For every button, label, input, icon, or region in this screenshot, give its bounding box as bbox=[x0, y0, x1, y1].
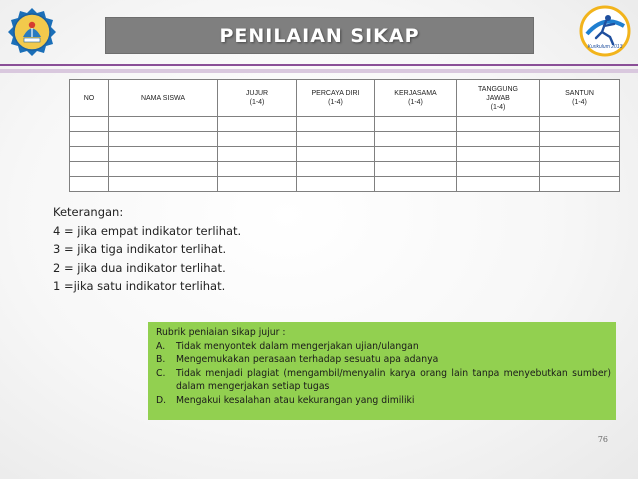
legend-item: 4 = jika empat indikator terlihat. bbox=[53, 223, 242, 238]
table-cell bbox=[109, 117, 218, 132]
legend-item: 1 =jika satu indikator terlihat. bbox=[53, 279, 226, 294]
column-header-no: NO bbox=[70, 80, 109, 117]
rubric-item bbox=[156, 340, 611, 354]
score-legend bbox=[53, 203, 373, 296]
column-header-tanggung-jawab: TANGGUNG JAWAB (1-4) bbox=[457, 80, 540, 117]
table-header-row bbox=[70, 80, 620, 117]
table-cell bbox=[218, 147, 297, 162]
table-cell bbox=[457, 162, 540, 177]
table-cell bbox=[70, 132, 109, 147]
table-cell bbox=[218, 162, 297, 177]
table-cell bbox=[375, 162, 457, 177]
column-header-percaya-diri: PERCAYA DIRI (1-4) bbox=[297, 80, 375, 117]
table-cell bbox=[540, 132, 620, 147]
table-cell bbox=[375, 177, 457, 192]
column-header-jujur: JUJUR (1-4) bbox=[218, 80, 297, 117]
table-cell bbox=[109, 132, 218, 147]
table-cell bbox=[218, 117, 297, 132]
rubric-list bbox=[156, 340, 611, 408]
header-divider bbox=[0, 64, 638, 66]
table-cell bbox=[218, 177, 297, 192]
table-cell bbox=[70, 117, 109, 132]
table-row bbox=[70, 162, 620, 177]
table-cell bbox=[70, 162, 109, 177]
rubric-item-text: Tidak menyontek dalam mengerjakan ujian/ulangan bbox=[176, 340, 419, 352]
table-cell bbox=[375, 147, 457, 162]
page-title: PENILAIAN SIKAP bbox=[219, 24, 420, 47]
table-cell bbox=[375, 117, 457, 132]
tut-wuri-handayani-emblem-icon bbox=[6, 6, 58, 58]
rubric-item-text: Mengemukakan perasaan terhadap sesuatu apa adanya bbox=[176, 354, 439, 365]
table-row bbox=[70, 177, 620, 192]
table-cell bbox=[457, 132, 540, 147]
rubric-title: Rubrik peniaian sikap jujur : bbox=[156, 327, 286, 338]
table-row bbox=[70, 147, 620, 162]
table-cell bbox=[540, 147, 620, 162]
table-row bbox=[70, 132, 620, 147]
table-cell bbox=[297, 162, 375, 177]
table-cell bbox=[70, 177, 109, 192]
column-header-kerjasama: KERJASAMA (1-4) bbox=[375, 80, 457, 117]
table-cell bbox=[540, 177, 620, 192]
logo-text: Kurikulum 2013 bbox=[587, 44, 623, 50]
legend-heading: Keterangan: bbox=[53, 205, 124, 219]
table-cell bbox=[297, 117, 375, 132]
rubric-item-marker: D. bbox=[156, 394, 167, 406]
rubric-item-text: Mengakui kesalahan atau kekurangan yang dimiliki bbox=[176, 394, 415, 406]
page-number: 76 bbox=[597, 435, 608, 444]
rubric-item bbox=[156, 367, 611, 394]
table-cell bbox=[375, 132, 457, 147]
rubric-item bbox=[156, 394, 611, 408]
table-cell bbox=[70, 147, 109, 162]
table-cell bbox=[540, 117, 620, 132]
table-cell bbox=[109, 147, 218, 162]
column-header-santun: SANTUN (1-4) bbox=[540, 80, 620, 117]
legend-item: 3 = jika tiga indikator terlihat. bbox=[53, 242, 227, 257]
table-cell bbox=[109, 177, 218, 192]
table-cell bbox=[109, 162, 218, 177]
rubric-item-marker: B. bbox=[156, 354, 166, 365]
table-row bbox=[70, 117, 620, 132]
kurikulum-2013-logo-icon bbox=[578, 4, 632, 60]
table-cell bbox=[218, 132, 297, 147]
column-header-nama-siswa: NAMA SISWA bbox=[109, 80, 218, 117]
title-banner bbox=[105, 17, 534, 54]
table-cell bbox=[297, 147, 375, 162]
rubric-item-text: Tidak menjadi plagiat (mengambil/menyalin karya orang lain tanpa menyebutkan sumber) dalam mengerjakan setiap tugas bbox=[176, 367, 611, 392]
table-cell bbox=[457, 117, 540, 132]
table-cell bbox=[540, 162, 620, 177]
rubric-item bbox=[156, 353, 611, 367]
table-cell bbox=[297, 177, 375, 192]
rubric-box bbox=[148, 322, 616, 420]
rubric-item-marker: A. bbox=[156, 340, 166, 352]
table-cell bbox=[457, 177, 540, 192]
rubric-item-marker: C. bbox=[156, 367, 166, 379]
header-divider-stripe bbox=[0, 69, 638, 73]
table-cell bbox=[297, 132, 375, 147]
legend-item: 2 = jika dua indikator terlihat. bbox=[53, 260, 226, 275]
assessment-table bbox=[69, 79, 620, 192]
table-cell bbox=[457, 147, 540, 162]
